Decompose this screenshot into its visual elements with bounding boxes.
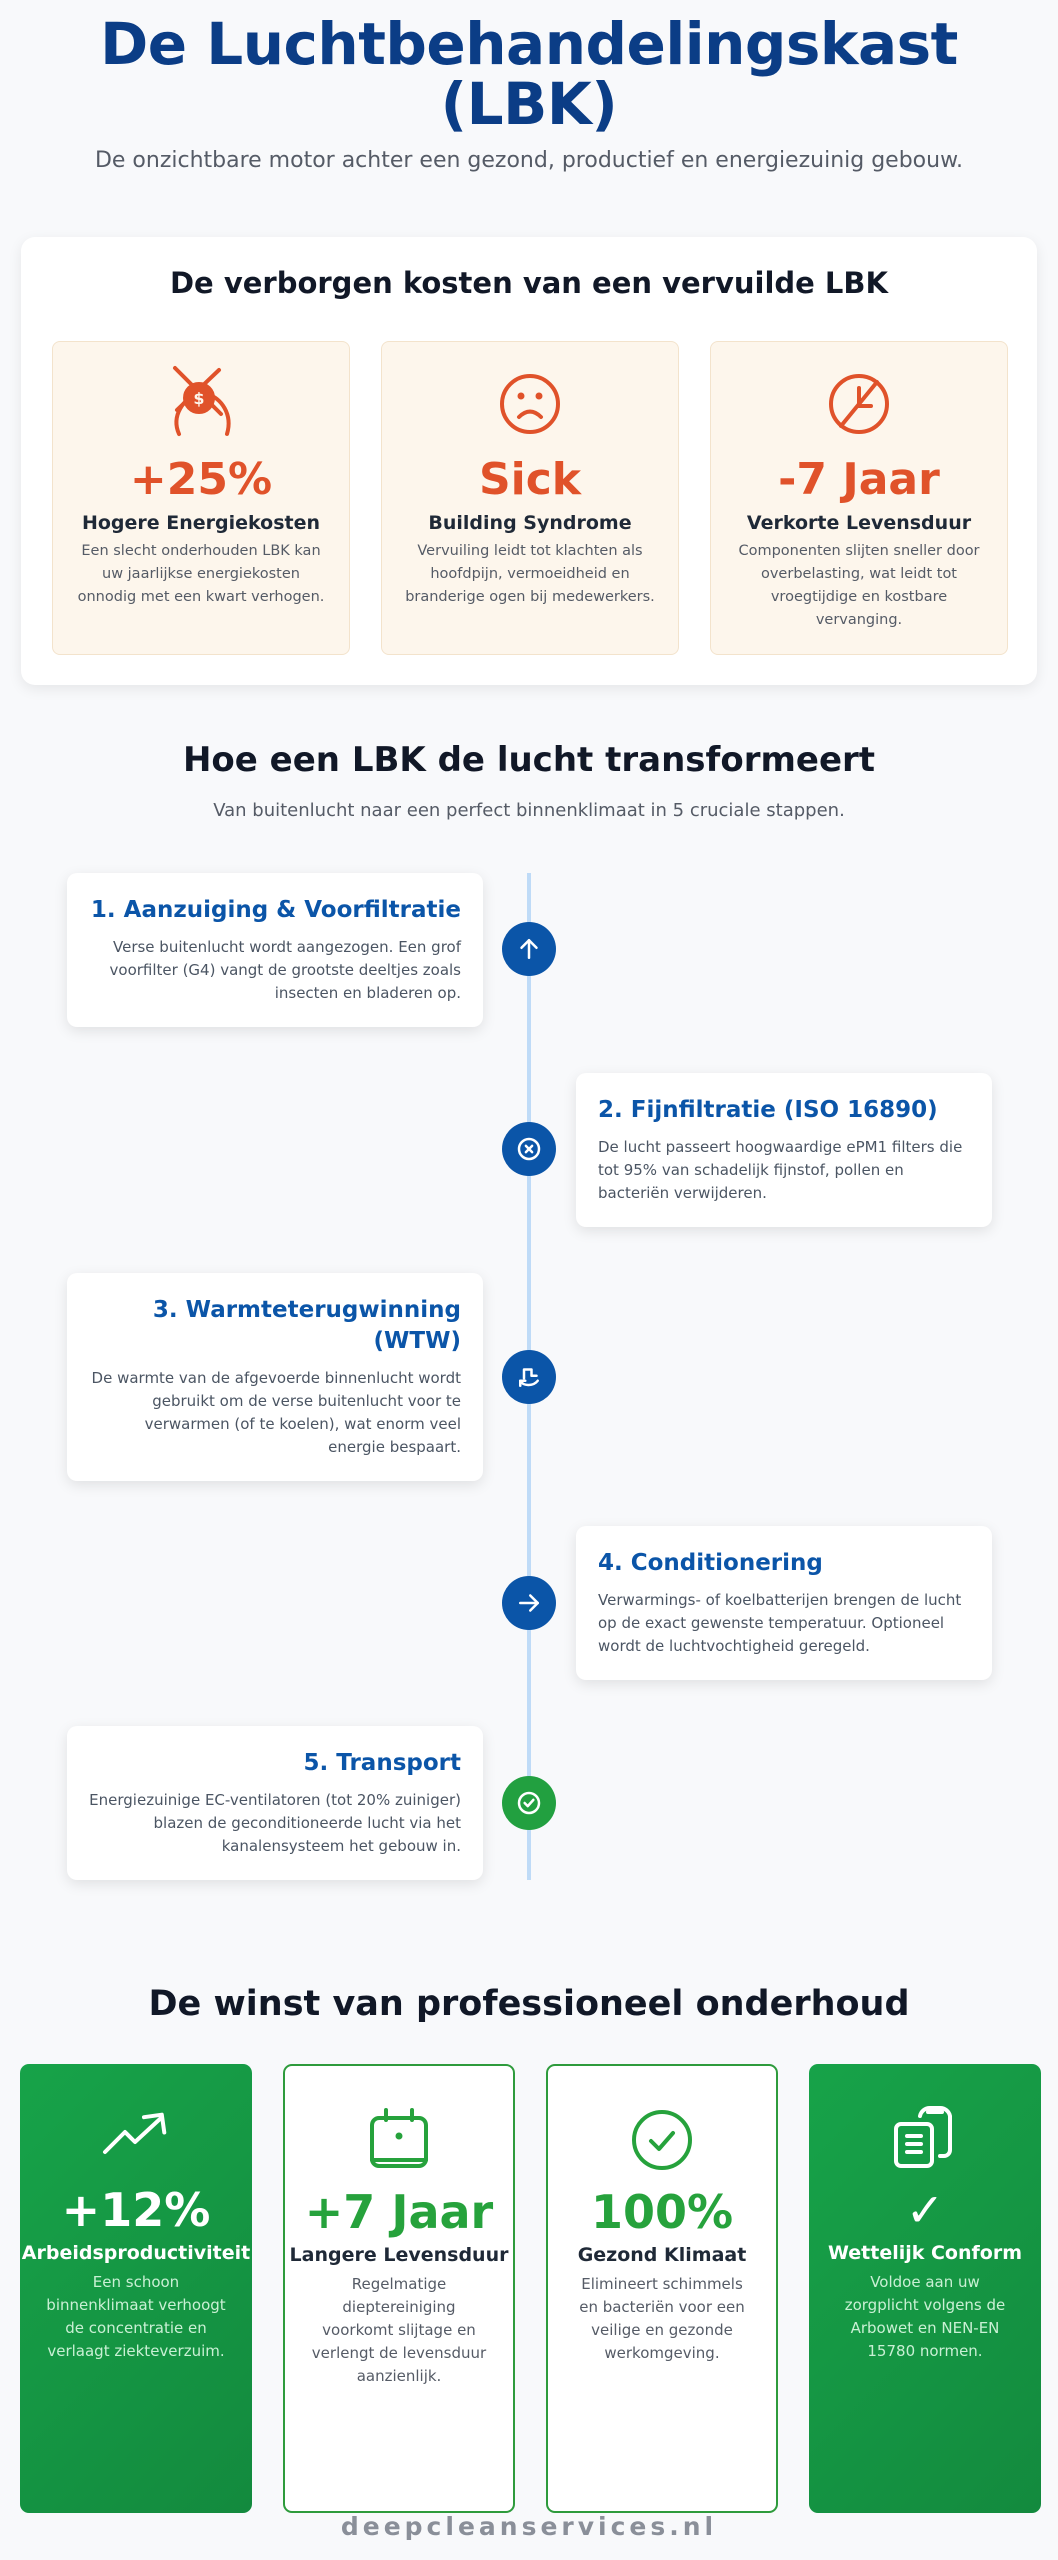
benefit-card-productivity bbox=[20, 2064, 252, 2513]
svg-text:$: $ bbox=[193, 389, 205, 408]
calendar-icon bbox=[364, 2104, 434, 2174]
cost-desc: Componenten slijten sneller door overbelasting, wat leidt tot vroegtijdige en kostbare vervanging. bbox=[738, 543, 980, 628]
process-subtitle: Van buitenlucht naar een perfect binnenklimaat in 5 cruciale stappen. bbox=[213, 800, 845, 821]
step-desc: Energiezuinige EC-ventilatoren (tot 20% zuiniger) blazen de geconditioneerde lucht via het kanalensysteem het gebouw in. bbox=[89, 1791, 461, 1855]
clock-off-icon bbox=[819, 362, 899, 442]
step-desc: De lucht passeert hoogwaardige ePM1 filters die tot 95% van schadelijk fijnstof, pollen en bacteriën verwijderen. bbox=[598, 1138, 963, 1202]
step-title: 4. Conditionering bbox=[598, 1550, 823, 1576]
cost-value: -7 Jaar bbox=[778, 454, 940, 505]
cost-desc: Een slecht onderhouden LBK kan uw jaarlijkse energiekosten onnodig met een kwart verhogen. bbox=[77, 543, 325, 605]
recycle-arrows-icon bbox=[502, 1350, 556, 1404]
cost-desc: Vervuiling leidt tot klachten als hoofdpijn, vermoeidheid en branderige ogen bij medewerkers. bbox=[405, 543, 655, 605]
cost-card-energy bbox=[52, 341, 350, 655]
process-heading: Hoe een LBK de lucht transformeert bbox=[182, 740, 876, 780]
step-desc: Verwarmings- of koelbatterijen brengen de lucht op de exact gewenste temperatuur. Optioneel wordt de luchtvochtigheid geregeld. bbox=[598, 1591, 962, 1655]
step-title: 2. Fijnfiltratie (ISO 16890) bbox=[598, 1097, 938, 1123]
page-subtitle: De onzichtbare motor achter een gezond, productief en energiezuinig gebouw. bbox=[94, 148, 964, 173]
step-title: 1. Aanzuiging & Voorfiltratie bbox=[90, 897, 461, 923]
footer-brand: deepcleanservices.nl bbox=[340, 2512, 718, 2541]
clipboard-icon bbox=[890, 2102, 960, 2172]
benefit-title: Arbeidsproductiviteit bbox=[21, 2242, 251, 2264]
circle-x-icon bbox=[502, 1122, 556, 1176]
benefits-header bbox=[0, 1984, 1058, 2024]
benefit-value: 100% bbox=[590, 2185, 734, 2239]
step-desc: De warmte van de afgevoerde binnenlucht wordt gebruikt om de verse buitenlucht voor te verwarmen (of te koelen), wat enorm veel energie bespaart. bbox=[91, 1369, 461, 1456]
process-step-2 bbox=[576, 1073, 992, 1227]
benefit-card-lifespan bbox=[283, 2064, 515, 2513]
cost-value: Sick bbox=[478, 454, 582, 505]
cost-title: Verkorte Levensduur bbox=[746, 512, 972, 534]
benefit-card-healthy-climate bbox=[546, 2064, 778, 2513]
benefit-card-compliance bbox=[809, 2064, 1041, 2513]
step-desc: Verse buitenlucht wordt aangezogen. Een grof voorfilter (G4) vangt de grootste deeltjes zoals insecten en bladeren op. bbox=[109, 938, 461, 1002]
trending-up-icon bbox=[101, 2102, 171, 2172]
no-money-icon bbox=[161, 362, 241, 442]
benefit-title: Wettelijk Conform bbox=[827, 2242, 1023, 2264]
sad-face-icon bbox=[490, 362, 570, 442]
process-step-5 bbox=[67, 1726, 483, 1880]
process-step-3 bbox=[67, 1273, 483, 1481]
cost-card-lifespan bbox=[710, 341, 1008, 655]
process-step-1 bbox=[67, 873, 483, 1027]
benefit-value: +7 Jaar bbox=[304, 2185, 494, 2239]
benefits-cards bbox=[20, 2064, 1041, 2513]
cost-value: +25% bbox=[129, 454, 273, 505]
arrow-up-icon bbox=[502, 922, 556, 976]
process-step-4 bbox=[576, 1526, 992, 1680]
benefit-title: Langere Levensduur bbox=[289, 2244, 509, 2266]
arrow-right-icon bbox=[502, 1576, 556, 1630]
process-header bbox=[0, 740, 1058, 821]
cost-title: Building Syndrome bbox=[428, 512, 632, 534]
benefit-desc: Voldoe aan uw zorgplicht volgens de Arbowet en NEN-EN 15780 normen. bbox=[844, 2273, 1006, 2360]
benefit-value: ✓ bbox=[905, 2183, 945, 2237]
step-title: 5. Transport bbox=[303, 1750, 461, 1776]
benefit-desc: Elimineert schimmels en bacteriën voor een veilige en gezonde werkomgeving. bbox=[579, 2275, 745, 2362]
circle-check-icon bbox=[627, 2104, 697, 2174]
page-title: De Luchtbehandelingskast (LBK) bbox=[100, 10, 958, 138]
benefit-desc: Regelmatige dieptereiniging voorkomt slijtage en verlengt de levensduur aanzienlijk. bbox=[311, 2275, 487, 2385]
hidden-costs-panel bbox=[21, 237, 1037, 685]
circle-check-icon bbox=[502, 1776, 556, 1830]
cost-title: Hogere Energiekosten bbox=[81, 512, 321, 534]
benefit-desc: Een schoon binnenklimaat verhoogt de concentratie en verlaagt ziekteverzuim. bbox=[46, 2273, 226, 2360]
benefits-heading: De winst van professioneel onderhoud bbox=[148, 1984, 910, 2024]
hidden-costs-heading: De verborgen kosten van een vervuilde LBK bbox=[169, 266, 888, 300]
cost-card-sick-building bbox=[381, 341, 679, 655]
hidden-costs-cards bbox=[52, 341, 1008, 655]
benefit-value: +12% bbox=[61, 2183, 211, 2237]
hero bbox=[0, 0, 1058, 173]
benefit-title: Gezond Klimaat bbox=[577, 2244, 747, 2266]
step-title: 3. Warmteterugwinning (WTW) bbox=[152, 1297, 461, 1354]
